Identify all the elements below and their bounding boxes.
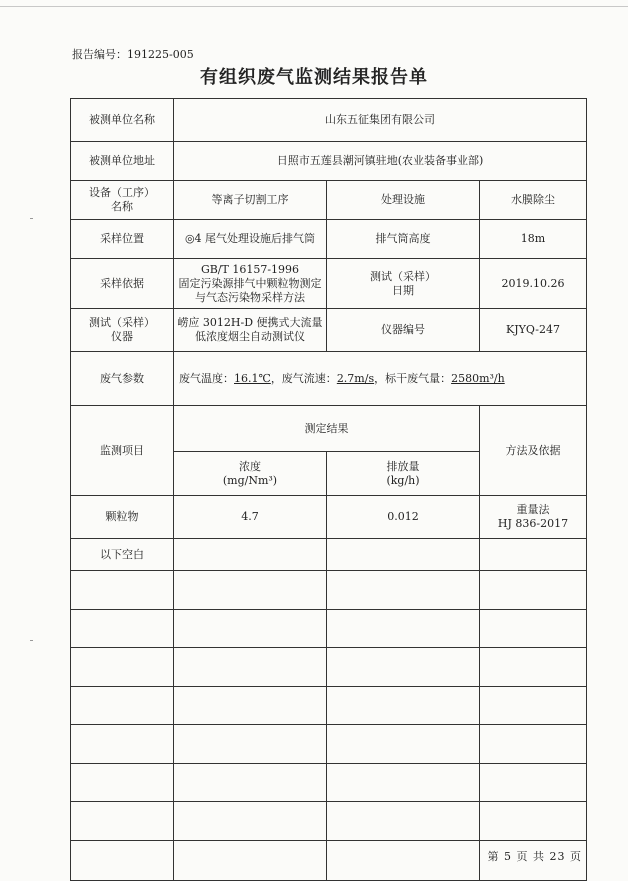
result-concentration: 4.7 (174, 496, 327, 539)
concentration-header (174, 452, 327, 496)
results-header-row (71, 406, 587, 452)
item-header: 监测项目 (71, 406, 174, 496)
instrument-no-label: 仪器编号 (327, 309, 480, 352)
empty-cell (174, 648, 327, 687)
unit-address-label: 被测单位地址 (71, 142, 174, 181)
sampling-basis-value (174, 259, 327, 309)
gas-temp-label: 废气温度： (179, 371, 234, 385)
results-header: 测定结果 (174, 406, 480, 452)
unit-name-row (71, 99, 587, 142)
instrument-no-value: KJYQ-247 (480, 309, 587, 352)
table-row (71, 539, 587, 571)
method-header: 方法及依据 (480, 406, 587, 496)
stack-height-label: 排气筒高度 (327, 220, 480, 259)
test-date-label: 测试（采样） 日期 (327, 259, 480, 309)
result-method (480, 496, 587, 539)
gas-params-value (174, 352, 587, 406)
result-emission: 0.012 (327, 496, 480, 539)
top-scan-edge (0, 6, 628, 7)
empty-cell (71, 571, 174, 610)
empty-cell (71, 841, 174, 881)
empty-cell (327, 725, 480, 764)
empty-cell (480, 764, 587, 802)
table-row (71, 571, 587, 610)
sampling-basis-row (71, 259, 587, 309)
report-table (70, 98, 587, 881)
sampling-location-row (71, 220, 587, 259)
equipment-row (71, 181, 587, 220)
emission-unit: (kg/h) (386, 473, 420, 487)
sampling-location-label: 采样位置 (71, 220, 174, 259)
empty-cell (327, 687, 480, 725)
equipment-text: 等离子切割工序 (211, 193, 289, 206)
dry-gas-label: ，标干废气量： (374, 371, 452, 385)
equipment-label: 设备（工序） 名称 (71, 181, 174, 220)
method-code: HJ 836-2017 (497, 517, 569, 530)
empty-cell (174, 539, 327, 571)
concentration-unit: (mg/Nm³) (222, 473, 278, 487)
empty-cell (174, 725, 327, 764)
blank-marker: 以下空白 (71, 539, 174, 571)
treatment-value: 水膜除尘 (480, 181, 587, 220)
method-name: 重量法 (516, 503, 550, 516)
empty-cell (327, 841, 480, 881)
unit-address-row (71, 142, 587, 181)
gas-params-row (71, 352, 587, 406)
gas-flow-label: ，废气流速： (270, 371, 337, 385)
emission-header (327, 452, 480, 496)
empty-cell (174, 764, 327, 802)
page-title: 有组织废气监测结果报告单 (200, 67, 428, 88)
empty-cell (71, 648, 174, 687)
gas-temp-value: 16.1℃ (234, 371, 271, 385)
table-row (71, 648, 587, 687)
scan-mark (30, 218, 33, 219)
empty-cell (174, 802, 327, 841)
table-row (71, 802, 587, 841)
empty-cell (480, 802, 587, 841)
empty-cell (174, 687, 327, 725)
sampling-location-value: ◎4 尾气处理设施后排气筒 (174, 220, 327, 259)
sampling-basis-code: GB/T 16157-1996 (200, 262, 300, 276)
empty-cell (174, 841, 327, 881)
instrument-label: 测试（采样） 仪器 (71, 309, 174, 352)
table-row (71, 764, 587, 802)
empty-cell (327, 571, 480, 610)
sampling-basis-label: 采样依据 (71, 259, 174, 309)
empty-cell (71, 687, 174, 725)
page-number: 第 5 页 共 23 页 (487, 850, 582, 863)
table-row (71, 610, 587, 648)
dry-gas-value: 2580m³/h (451, 371, 505, 385)
empty-cell (327, 648, 480, 687)
report-number: 报告编号：191225-005 (72, 48, 194, 61)
empty-cell (71, 725, 174, 764)
result-item: 颗粒物 (71, 496, 174, 539)
empty-cell (480, 648, 587, 687)
test-date-value: 2019.10.26 (480, 259, 587, 309)
empty-cell (327, 539, 480, 571)
unit-name-value: 山东五征集团有限公司 (174, 99, 587, 142)
empty-cell (71, 610, 174, 648)
empty-cell (327, 802, 480, 841)
gas-flow-value: 2.7m/s (336, 371, 375, 385)
sampling-basis-name: 固定污染源排气中颗粒物测定与气态污染物采样方法 (178, 276, 322, 304)
scan-mark (30, 640, 33, 641)
empty-cell (480, 725, 587, 764)
empty-cell (480, 539, 587, 571)
empty-cell (480, 571, 587, 610)
empty-cell (480, 687, 587, 725)
instrument-row (71, 309, 587, 352)
table-row (71, 496, 587, 539)
equipment-value (174, 181, 327, 220)
table-row (71, 687, 587, 725)
emission-label: 排放量 (386, 459, 420, 473)
concentration-label: 浓度 (239, 459, 261, 473)
empty-cell (174, 610, 327, 648)
unit-address-value: 日照市五莲县潮河镇驻地(农业装备事业部) (174, 142, 587, 181)
table-row (71, 725, 587, 764)
stack-height-value: 18m (480, 220, 587, 259)
empty-cell (71, 802, 174, 841)
empty-cell (327, 610, 480, 648)
treatment-label: 处理设施 (327, 181, 480, 220)
empty-cell (327, 764, 480, 802)
unit-name-label: 被测单位名称 (71, 99, 174, 142)
empty-cell (480, 610, 587, 648)
instrument-value: 崂应 3012H-D 便携式大流量低浓度烟尘自动测试仪 (174, 309, 327, 352)
empty-cell (174, 571, 327, 610)
empty-cell (71, 764, 174, 802)
gas-params-label: 废气参数 (71, 352, 174, 406)
